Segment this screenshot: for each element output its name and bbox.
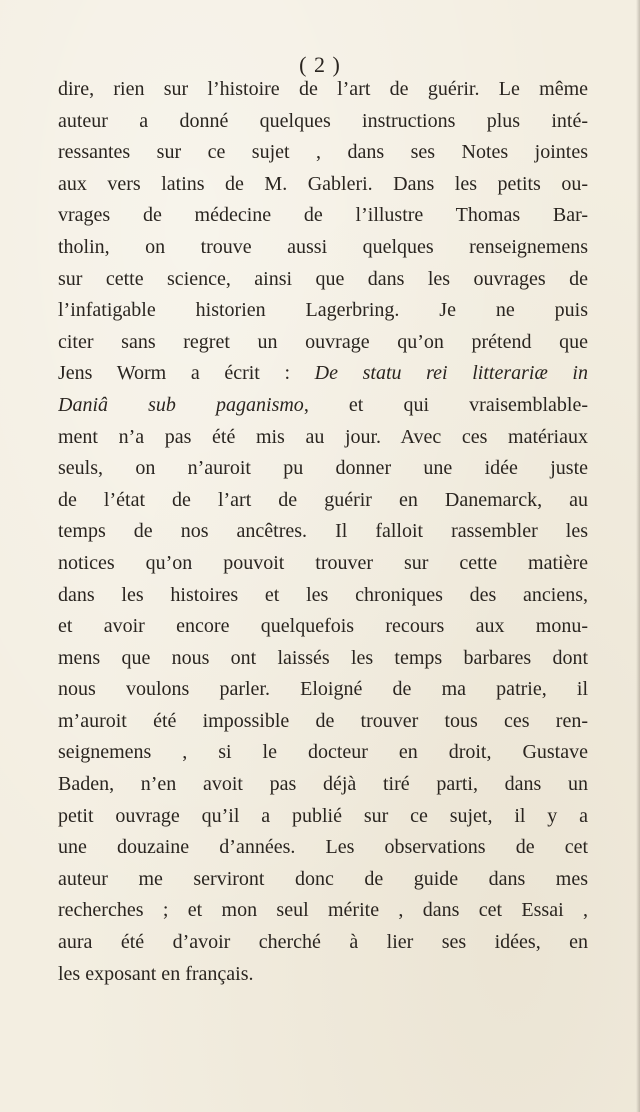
text-line: tholin, on trouve aussi quelques renseignemens — [58, 235, 588, 258]
text-line: seuls, on n’auroit pu donner une idée juste — [58, 457, 588, 480]
text-line: Baden, n’en avoit pas déjà tiré parti, dans un — [58, 773, 588, 796]
text-line: petit ouvrage qu’il a publié sur ce sujet, il y a — [58, 804, 588, 827]
text-line: sur cette science, ainsi que dans les ouvrages de — [58, 267, 588, 290]
text-line: aura été d’avoir cherché à lier ses idées, en — [58, 931, 588, 954]
text-line: m’auroit été impossible de trouver tous ces ren- — [58, 709, 588, 732]
text-line: ressantes sur ce sujet , dans ses Notes jointes — [58, 141, 588, 164]
text-line: auteur me serviront donc de guide dans mes — [58, 867, 588, 890]
text-line: temps de nos ancêtres. Il falloit rassembler les — [58, 520, 588, 543]
page-edge-shadow — [636, 0, 640, 1112]
text-line: aux vers latins de M. Gableri. Dans les petits ou- — [58, 172, 588, 195]
text-line: une douzaine d’années. Les observations de cet — [58, 836, 588, 859]
text-line: vrages de médecine de l’illustre Thomas Bar- — [58, 204, 588, 227]
text-line: dans les histoires et les chroniques des anciens, — [58, 583, 588, 606]
text-line: seignemens , si le docteur en droit, Gustave — [58, 741, 588, 764]
text-line: notices qu’on pouvoit trouver sur cette matière — [58, 551, 588, 574]
text-line: nous voulons parler. Eloigné de ma patrie, il — [58, 678, 588, 701]
text-line: auteur a donné quelques instructions plus inté- — [58, 109, 588, 132]
text-line: mens que nous ont laissés les temps barbares dont — [58, 646, 588, 669]
italic-title: De statu rei litterariæ in — [314, 362, 588, 385]
body-text — [58, 74, 588, 990]
text-line: Jens Worm a écrit : De statu rei litterariæ in — [58, 362, 588, 385]
text-line: Daniâ sub paganismo, et qui vraisemblable- — [58, 393, 588, 416]
text-line: citer sans regret un ouvrage qu’on prétend que — [58, 330, 588, 353]
page-number: ( 2 ) — [299, 52, 341, 77]
text-line: et avoir encore quelquefois recours aux monu- — [58, 615, 588, 638]
text-line: l’infatigable historien Lagerbring. Je ne puis — [58, 299, 588, 322]
text-line: ment n’a pas été mis au jour. Avec ces matériaux — [58, 425, 588, 448]
text-line: recherches ; et mon seul mérite , dans cet Essai , — [58, 899, 588, 922]
text-line: dire, rien sur l’histoire de l’art de guérir. Le même — [58, 78, 588, 100]
italic-title: Daniâ sub paganismo — [58, 393, 304, 416]
text-line: les exposant en français. — [58, 962, 254, 985]
text-line: de l’état de l’art de guérir en Danemarck, au — [58, 488, 588, 511]
